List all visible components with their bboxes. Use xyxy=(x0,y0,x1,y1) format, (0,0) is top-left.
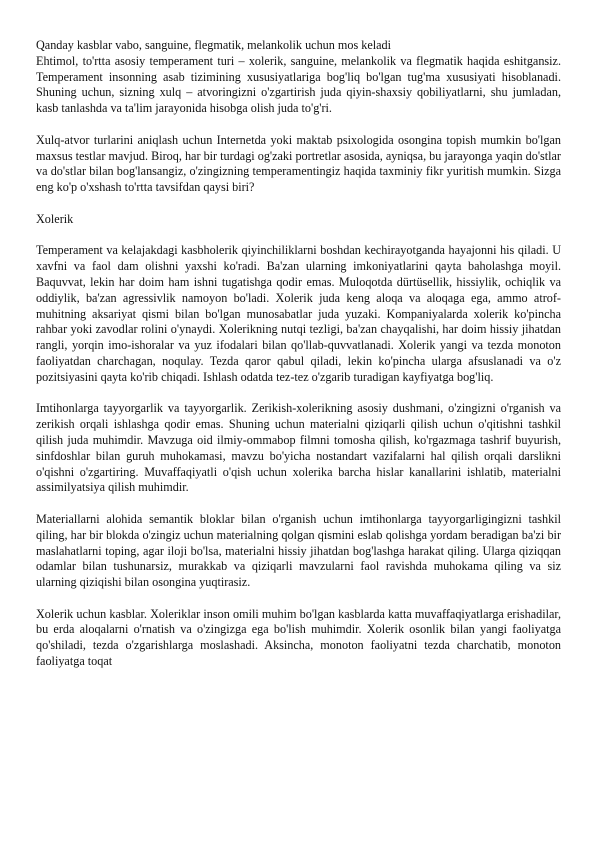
document-body xyxy=(36,38,561,686)
paragraph-study-blocks: Materiallarni alohida semantik bloklar bilan o'rganish uchun imtihonlarga tayyorgarligingizni tashkil qiling, har bir blokda o'zingiz uchun materialning qolgan qismini eslab qolishga yordam beradigan ba'zi bir maslahatlarni toping, agar iloji bo'lsa, materialni hissiy jihatdan bog'lashga harakat qiling. Ularga qiziqqan odamlar bilan tushunarsiz, murakkab va qiziqarli mavzularni faol ravishda muhokama qiling va siz ularning qiziqishi bilan osongina yuqtirasiz. xyxy=(36,511,561,590)
paragraph-intro: Ehtimol, to'rtta asosiy temperament turi – xolerik, sanguine, melankolik va flegmatik haqida eshitgansiz. Temperament insonning asab tizimining xususiyatlariga bog'liq bo'lgan tug'ma xususiyati hisoblanadi. Shuning uchun, sizning xulq – atvoringizni o'zgartirish juda qiyin-shaxsiy qobiliyatlarni, shu jumladan, kasb tanlashda va ta'lim jarayonida hisobga olish juda to'g'ri. xyxy=(36,53,561,116)
section-heading-xolerik: Xolerik xyxy=(36,211,74,226)
paragraph-tests: Xulq-atvor turlarini aniqlash uchun Internetda yoki maktab psixologida osongina topish mumkin bo'lgan maxsus testlar mavjud. Biroq, har bir turdagi og'zaki portretlar asosida, ayniqsa, bu jarayonga yaqin do'stlar va do'stlar bilan bog'lansangiz, o'zingizning temperamentingiz haqida taxminiy fikr yuritish mumkin. Sizga eng ko'p o'xshash to'rtta tavsifdan qaysi biri? xyxy=(36,132,561,195)
paragraph-exam-preparation: Imtihonlarga tayyorgarlik va tayyorgarlik. Zerikish-xolerikning asosiy dushmani, o'zingizni o'rganish va zerikish orqali ishlashga qodir emas. Shuning uchun materialni qiziqarli qilish uchun o'qitishni tashkil qilish juda muhimdir. Mavzuga oid ilmiy-ommabop filmni tomosha qilish, ko'rgazmaga tashrif buyurish, sinfdoshlar bilan guruh muhokamasi, mavzu bo'yicha nostandart vazifalarni hal qilish orqali darslikni o'qishni o'zgartiring. Muvaffaqiyatli o'qish uchun xolerika barcha hislar kanallarini ishlatib, materialni assimilyatsiya qilish muhimdir. xyxy=(36,401,561,495)
paragraph-xolerik-description: Temperament va kelajakdagi kasbholerik qiyinchiliklarni boshdan kechirayotganda hayajonni his qiladi. U xavfni va faol dam olishni yaxshi ko'radi. Ba'zan ularning imkoniyatlarini qayta baholashga moyil. Baquvvat, lekin har doim ham ishni tugatishga qodir emas. Muloqotda dürtüsellik, hissiylik, ochiqlik va oddiylik, ba'zan agressivlik namoyon bo'ladi. Xolerik juda keng aloqa va aloqaga ega, ammo atrof-muhitning aksariyat qismi bilan bo'lgan munosabatlar juda yuzaki. Kompaniyalarda xolerik ko'pincha rahbar yoki zavodlar rolini o'ynaydi. Xolerikning nutqi tezligi, ba'zan chayqalishi, har doim hissiy jihatdan rangli, yorqin imo-ishoralar va yuz ifodalari bilan qo'llab-quvvatlanadi. Xolerik yangi va tezda monoton faoliyatdan charchagan, noqulay. Tezda qaror qabul qiladi, lekin ko'pincha ularga afsuslanadi va o'z pozitsiyasini qayta ko'rib chiqadi. Ishlash odatda tez-tez o'zgarib turadigan kayfiyatga bog'liq. xyxy=(36,243,561,384)
document-title: Qanday kasblar vabo, sanguine, flegmatik, melankolik uchun mos keladi xyxy=(36,38,392,52)
paragraph-professions: Xolerik uchun kasblar. Xoleriklar inson omili muhim bo'lgan kasblarda katta muvaffaqiyatlarga erishadilar, bu erda aloqalarni o'rnatish va o'zingizga ega bo'lish muhimdir. Xolerik osonlik bilan yangi faoliyatga qo'shiladi, tezda o'zgarishlarga moslashadi. Aksincha, monoton faoliyatni tezda charchatib, monoton faoliyatga toqat xyxy=(36,606,561,669)
